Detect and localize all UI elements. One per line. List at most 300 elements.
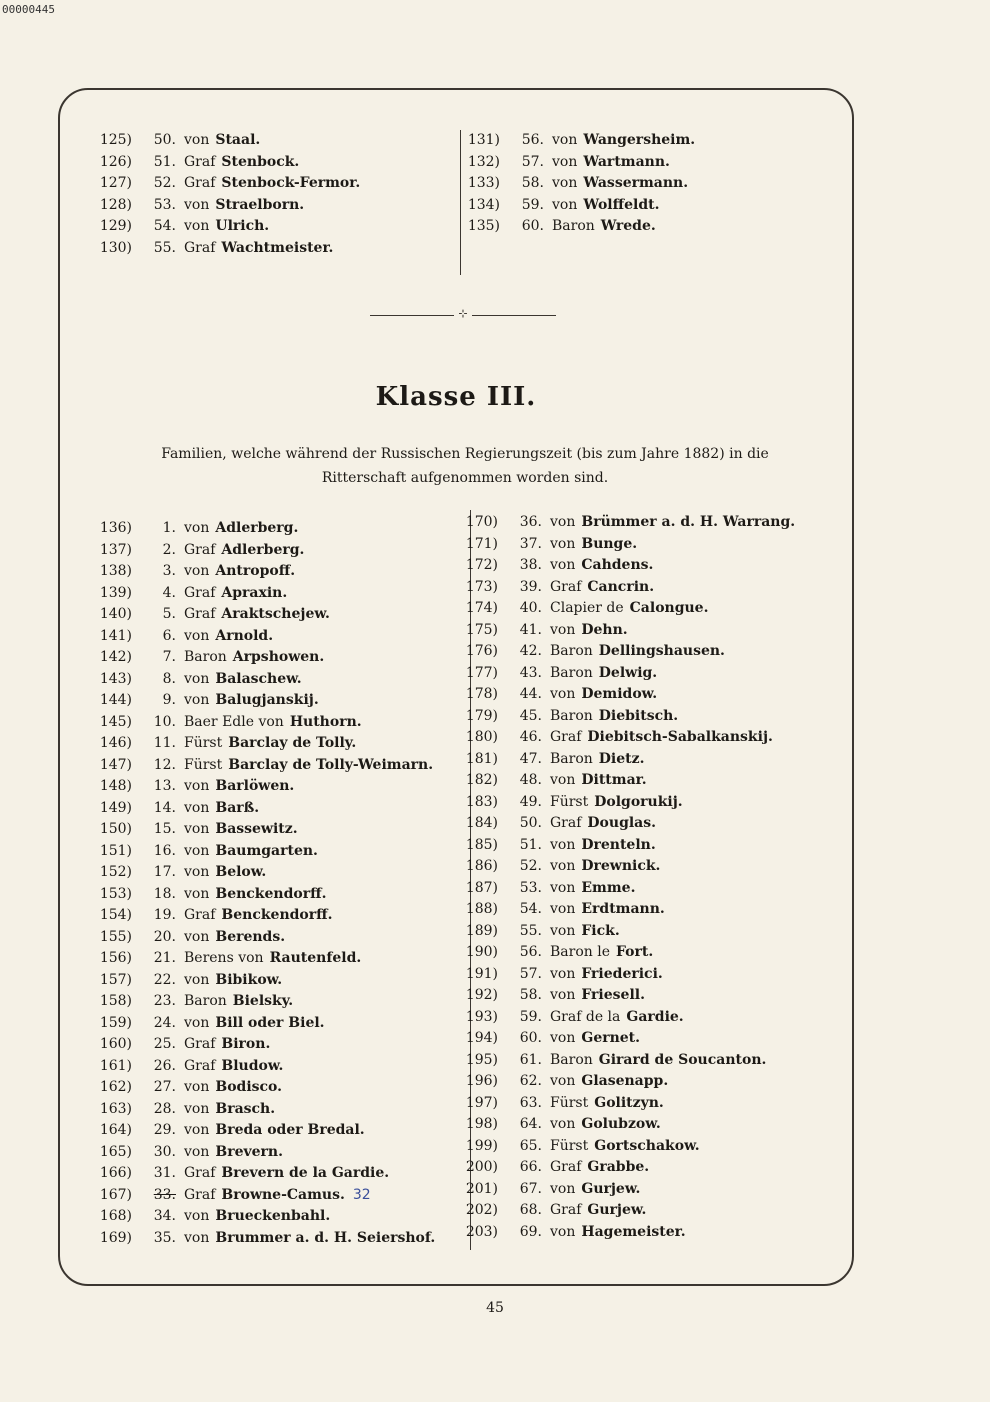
- entry-row: [462, 1093, 795, 1115]
- entry-global-number: 163): [99, 1100, 132, 1117]
- entry-class-number: 54.: [519, 901, 542, 917]
- entry-class-number: 36.: [519, 514, 542, 530]
- entry-title: Baron: [552, 218, 595, 234]
- entry-family-name: Arpshowen.: [232, 649, 325, 665]
- entry-row: [462, 598, 795, 620]
- entry-class-number: 51.: [153, 153, 176, 170]
- entry-title: Graf: [184, 1186, 216, 1203]
- entry-global-number: 183): [465, 793, 498, 810]
- entry-title: von: [184, 842, 210, 859]
- entry-family-name: Breda oder Bredal.: [215, 1122, 365, 1138]
- entry-class-number: 50.: [519, 815, 542, 831]
- entry-row: [96, 518, 435, 540]
- entry-class-number: 61.: [519, 1051, 542, 1068]
- column-divider-top: [460, 130, 461, 275]
- entry-title: Fürst: [184, 756, 223, 773]
- entry-global-number: 135): [467, 218, 500, 234]
- entry-global-number: 176): [465, 643, 498, 659]
- entry-class-number: 52.: [153, 175, 176, 191]
- entry-family-name: Gardie.: [626, 1008, 684, 1025]
- entry-family-name: Bunge.: [581, 535, 638, 552]
- entry-row: [96, 1163, 435, 1185]
- entry-global-number: 201): [465, 1180, 498, 1197]
- entry-class-number: 14.: [153, 799, 176, 816]
- entry-title: von: [550, 987, 576, 1003]
- entry-row: [462, 792, 795, 814]
- entry-global-number: 170): [465, 514, 498, 530]
- top-left-column: [96, 130, 360, 259]
- entry-global-number: 154): [99, 907, 132, 923]
- entry-global-number: 190): [465, 944, 498, 960]
- entry-global-number: 182): [465, 772, 498, 788]
- entry-family-name: Girard de Soucanton.: [598, 1051, 767, 1068]
- entry-class-number: 8.: [162, 670, 176, 687]
- entry-class-number: 15.: [153, 821, 176, 837]
- entry-family-name: Apraxin.: [221, 584, 288, 601]
- entry-title: von: [184, 928, 210, 945]
- entry-class-number: 65.: [519, 1137, 542, 1154]
- entry-title: Graf: [550, 1202, 582, 1218]
- entry-title: von: [184, 799, 210, 816]
- entry-global-number: 147): [99, 756, 132, 773]
- entry-global-number: 145): [99, 713, 132, 730]
- entry-family-name: Bludow.: [221, 1057, 284, 1074]
- entry-title: von: [184, 821, 210, 837]
- entry-class-number: 2.: [162, 541, 176, 558]
- entry-global-number: 149): [99, 799, 132, 816]
- entry-title: Graf: [550, 1159, 582, 1175]
- entry-class-number: 60.: [521, 218, 544, 234]
- entry-row: [96, 1077, 435, 1099]
- entry-row: [96, 841, 435, 863]
- entry-family-name: Gernet.: [581, 1030, 641, 1046]
- entry-global-number: 151): [99, 842, 132, 859]
- entry-global-number: 187): [465, 879, 498, 896]
- entry-family-name: Bassewitz.: [215, 821, 298, 837]
- entry-family-name: Drenteln.: [581, 836, 656, 853]
- entry-global-number: 185): [465, 836, 498, 853]
- entry-title: von: [552, 175, 578, 191]
- entry-row: [462, 878, 795, 900]
- entry-title: Graf: [550, 815, 582, 831]
- entry-global-number: 158): [99, 993, 132, 1009]
- entry-class-number: 24.: [153, 1014, 176, 1031]
- entry-global-number: 130): [99, 239, 132, 256]
- entry-family-name: Barclay de Tolly-Weimarn.: [228, 756, 434, 773]
- entry-class-number: 6.: [162, 627, 176, 644]
- entry-row: [462, 577, 795, 599]
- entry-title: Baron le: [550, 944, 610, 960]
- entry-global-number: 165): [99, 1143, 132, 1160]
- entry-title: Graf: [184, 584, 216, 601]
- entry-row: [96, 733, 435, 755]
- entry-class-number: 63.: [519, 1094, 542, 1111]
- entry-title: Graf: [184, 1057, 216, 1074]
- entry-row: [462, 942, 795, 964]
- entry-title: von: [550, 858, 576, 874]
- entry-row: [464, 173, 695, 195]
- entry-title: von: [184, 1229, 210, 1246]
- entry-global-number: 129): [99, 218, 132, 234]
- entry-row: [462, 620, 795, 642]
- entry-row: [462, 749, 795, 771]
- entry-title: Fürst: [550, 1094, 589, 1111]
- entry-global-number: 174): [465, 600, 498, 616]
- entry-row: [462, 534, 795, 556]
- entry-family-name: Gurjew.: [587, 1202, 647, 1218]
- entry-family-name: Stenbock-Fermor.: [221, 175, 361, 191]
- entry-class-number: 56.: [521, 132, 544, 148]
- entry-row: [96, 948, 435, 970]
- entry-row: [462, 641, 795, 663]
- entry-title: von: [550, 1180, 576, 1197]
- entry-row: [96, 1206, 435, 1228]
- entry-class-number: 34.: [153, 1208, 176, 1224]
- entry-row: [462, 1200, 795, 1222]
- entry-row: [96, 970, 435, 992]
- entry-row: [462, 1028, 795, 1050]
- entry-title: von: [184, 1122, 210, 1138]
- entry-family-name: Barclay de Tolly.: [228, 735, 357, 751]
- entry-global-number: 198): [465, 1116, 498, 1132]
- entry-class-number: 22.: [153, 971, 176, 988]
- entry-family-name: Delwig.: [598, 664, 658, 681]
- entry-class-number: 52.: [519, 858, 542, 874]
- entry-row: [462, 555, 795, 577]
- entry-row: [96, 884, 435, 906]
- entry-title: Graf: [184, 541, 216, 558]
- entry-family-name: Straelborn.: [215, 196, 305, 213]
- entry-title: von: [184, 864, 210, 880]
- entry-family-name: Dehn.: [581, 621, 628, 638]
- entry-class-number: 50.: [153, 132, 176, 148]
- entry-family-name: Gurjew.: [581, 1180, 641, 1197]
- entry-class-number: 58.: [521, 175, 544, 191]
- entry-global-number: 152): [99, 864, 132, 880]
- entry-title: Fürst: [550, 793, 589, 810]
- entry-global-number: 181): [465, 750, 498, 767]
- entry-row: [96, 755, 435, 777]
- entry-global-number: 133): [467, 175, 500, 191]
- entry-family-name: Emme.: [581, 879, 636, 896]
- entry-family-name: Hagemeister.: [581, 1223, 686, 1240]
- entry-row: [462, 512, 795, 534]
- entry-class-number: 25.: [153, 1036, 176, 1052]
- entry-family-name: Wassermann.: [583, 175, 689, 191]
- entry-global-number: 164): [99, 1122, 132, 1138]
- entry-row: [464, 130, 695, 152]
- entry-global-number: 153): [99, 885, 132, 902]
- entry-row: [96, 1099, 435, 1121]
- entry-global-number: 139): [99, 584, 132, 601]
- entry-title: Graf: [550, 578, 582, 595]
- entry-title: von: [184, 218, 210, 234]
- entry-global-number: 155): [99, 928, 132, 945]
- entry-title: von: [550, 772, 576, 788]
- entry-row: [462, 856, 795, 878]
- entry-title: Baron: [550, 750, 593, 767]
- entry-title: von: [184, 971, 210, 988]
- entry-class-number: 49.: [519, 793, 542, 810]
- entry-global-number: 186): [465, 858, 498, 874]
- entry-title: von: [550, 1030, 576, 1046]
- entry-title: Graf de la: [550, 1008, 621, 1025]
- entry-global-number: 134): [467, 196, 500, 213]
- entry-row: [462, 1050, 795, 1072]
- entry-title: Fürst: [184, 735, 223, 751]
- entry-class-number: 54.: [153, 218, 176, 234]
- entry-class-number: 11.: [153, 735, 176, 751]
- entry-title: von: [552, 153, 578, 170]
- entry-class-number: 44.: [519, 686, 542, 702]
- entry-row: [96, 690, 435, 712]
- ornament-glyph: ⊹: [458, 307, 468, 320]
- entry-row: [462, 706, 795, 728]
- entry-class-number: 35.: [153, 1229, 176, 1246]
- entry-family-name: Cahdens.: [581, 557, 654, 573]
- entry-title: von: [184, 1208, 210, 1224]
- entry-class-number: 64.: [519, 1116, 542, 1132]
- entry-global-number: 193): [465, 1008, 498, 1025]
- entry-title: von: [184, 627, 210, 644]
- entry-row: [464, 152, 695, 174]
- entry-global-number: 197): [465, 1094, 498, 1111]
- entry-family-name: Fort.: [616, 944, 654, 960]
- entry-class-number: 16.: [153, 842, 176, 859]
- entry-global-number: 142): [99, 649, 132, 665]
- entry-family-name: Brümmer a. d. H. Warrang.: [581, 514, 796, 530]
- entry-row: [96, 216, 360, 238]
- entry-row: [96, 561, 435, 583]
- entry-global-number: 180): [465, 729, 498, 745]
- entry-family-name: Huthorn.: [289, 713, 362, 730]
- entry-family-name: Stenbock.: [221, 153, 300, 170]
- entry-row: [96, 647, 435, 669]
- entry-family-name: Golitzyn.: [594, 1094, 664, 1111]
- entry-row: [96, 583, 435, 605]
- entry-class-number: 18.: [153, 885, 176, 902]
- entry-class-number: 10.: [153, 713, 176, 730]
- entry-family-name: Dittmar.: [581, 772, 647, 788]
- entry-row: [462, 1007, 795, 1029]
- entry-row: [462, 1114, 795, 1136]
- entry-title: von: [550, 1073, 576, 1089]
- section-heading: Klasse III.: [375, 382, 537, 412]
- top-right-column: [464, 130, 695, 238]
- entry-family-name: Golubzow.: [581, 1116, 661, 1132]
- entry-class-number: 57.: [519, 965, 542, 982]
- entry-row: [96, 1013, 435, 1035]
- entry-global-number: 194): [465, 1030, 498, 1046]
- entry-global-number: 196): [465, 1073, 498, 1089]
- entry-class-number: 23.: [153, 993, 176, 1009]
- entry-global-number: 199): [465, 1137, 498, 1154]
- entry-title: Baron: [550, 664, 593, 681]
- entry-row: [96, 130, 360, 152]
- entry-row: [464, 216, 695, 238]
- entry-title: Clapier de: [550, 600, 624, 616]
- entry-global-number: 168): [99, 1208, 132, 1224]
- entry-global-number: 171): [465, 535, 498, 552]
- entry-family-name: Friesell.: [581, 987, 645, 1003]
- entry-row: [462, 813, 795, 835]
- entry-title: Graf: [184, 907, 216, 923]
- section-intro: Familien, welche während der Russischen Regierungszeit (bis zum Jahre 1882) in die Ritterschaft aufgenommen worden sind.: [161, 446, 769, 486]
- entry-class-number: 58.: [519, 987, 542, 1003]
- entry-global-number: 148): [99, 778, 132, 794]
- entry-class-number: 9.: [162, 692, 176, 708]
- entry-row: [462, 663, 795, 685]
- entry-family-name: Barß.: [215, 799, 260, 816]
- entry-global-number: 156): [99, 950, 132, 966]
- entry-global-number: 132): [467, 153, 500, 170]
- entry-row: [96, 238, 360, 260]
- entry-family-name: Ulrich.: [215, 218, 270, 234]
- entry-title: von: [184, 885, 210, 902]
- entry-class-number: 55.: [519, 922, 542, 939]
- entry-row: [462, 921, 795, 943]
- entry-title: von: [550, 901, 576, 917]
- entry-row: [96, 195, 360, 217]
- entry-global-number: 167): [99, 1186, 132, 1203]
- entry-row: [96, 1185, 435, 1207]
- entry-family-name: Bodisco.: [215, 1079, 283, 1095]
- entry-family-name: Fick.: [581, 922, 620, 939]
- scan-id-label: 00000445: [2, 3, 55, 16]
- entry-title: von: [550, 836, 576, 853]
- entry-class-number: 21.: [153, 950, 176, 966]
- entry-class-number: 51.: [519, 836, 542, 853]
- entry-family-name: Wangersheim.: [583, 132, 696, 148]
- entry-family-name: Diebitsch.: [598, 707, 679, 724]
- entry-family-name: Brevern de la Gardie.: [221, 1165, 390, 1181]
- entry-family-name: Arnold.: [215, 627, 274, 644]
- entry-class-number: 28.: [153, 1100, 176, 1117]
- entry-global-number: 169): [99, 1229, 132, 1246]
- entry-class-number: 13.: [153, 778, 176, 794]
- entry-class-number: 26.: [153, 1057, 176, 1074]
- entry-global-number: 203): [465, 1223, 498, 1240]
- entry-title: Graf: [184, 239, 216, 256]
- section-ornament: [370, 307, 556, 322]
- main-left-column: [96, 518, 435, 1249]
- entry-title: von: [550, 557, 576, 573]
- entry-global-number: 128): [99, 196, 132, 213]
- entry-title: Baron: [550, 643, 593, 659]
- entry-title: Baron: [550, 707, 593, 724]
- entry-title: von: [184, 692, 210, 708]
- entry-class-number: 42.: [519, 643, 542, 659]
- entry-row: [462, 835, 795, 857]
- entry-row: [96, 798, 435, 820]
- entry-family-name: Friederici.: [581, 965, 663, 982]
- entry-class-number: 4.: [162, 584, 176, 601]
- entry-family-name: Diebitsch-Sabalkanskij.: [587, 729, 773, 745]
- entry-family-name: Balugjanskij.: [215, 692, 319, 708]
- entry-global-number: 191): [465, 965, 498, 982]
- entry-family-name: Staal.: [215, 132, 261, 148]
- entry-row: [96, 927, 435, 949]
- entry-row: [462, 1136, 795, 1158]
- entry-family-name: Balaschew.: [215, 670, 302, 687]
- entry-title: von: [184, 196, 210, 213]
- entry-class-number: 67.: [519, 1180, 542, 1197]
- entry-global-number: 178): [465, 686, 498, 702]
- entry-class-number: 69.: [519, 1223, 542, 1240]
- entry-family-name: Antropoff.: [215, 563, 296, 579]
- entry-family-name: Benckendorff.: [221, 907, 333, 923]
- entry-family-name: Wachtmeister.: [221, 239, 334, 256]
- entry-class-number: 48.: [519, 772, 542, 788]
- entry-title: von: [184, 520, 210, 536]
- entry-global-number: 127): [99, 175, 132, 191]
- entry-class-number: 59.: [521, 196, 544, 213]
- entry-class-number: 37.: [519, 535, 542, 552]
- entry-family-name: Erdtmann.: [581, 901, 665, 917]
- entry-class-number: 17.: [153, 864, 176, 880]
- entry-global-number: 195): [465, 1051, 498, 1068]
- entry-row: [96, 173, 360, 195]
- entry-row: [96, 1056, 435, 1078]
- entry-family-name: Calongue.: [629, 600, 709, 616]
- entry-family-name: Gortschakow.: [594, 1137, 700, 1154]
- entry-class-number: 47.: [519, 750, 542, 767]
- entry-row: [462, 1157, 795, 1179]
- entry-family-name: Demidow.: [581, 686, 658, 702]
- page-number: 45: [486, 1300, 504, 1316]
- entry-title: von: [550, 965, 576, 982]
- entry-title: Graf: [184, 153, 216, 170]
- entry-row: [96, 540, 435, 562]
- entry-row: [462, 727, 795, 749]
- entry-family-name: Browne-Camus.: [221, 1186, 345, 1203]
- entry-global-number: 143): [99, 670, 132, 687]
- entry-class-number: 59.: [519, 1008, 542, 1025]
- entry-class-number: 66.: [519, 1159, 542, 1175]
- entry-family-name: Grabbe.: [587, 1159, 650, 1175]
- entry-title: von: [184, 1079, 210, 1095]
- entry-class-number: 56.: [519, 944, 542, 960]
- entry-family-name: Adlerberg.: [221, 541, 305, 558]
- entry-family-name: Brasch.: [215, 1100, 276, 1117]
- entry-global-number: 202): [465, 1202, 498, 1218]
- entry-row: [462, 985, 795, 1007]
- entry-title: von: [550, 1116, 576, 1132]
- main-right-column: [462, 512, 795, 1243]
- entry-row: [462, 1222, 795, 1244]
- entry-title: Baron: [184, 993, 227, 1009]
- entry-row: [96, 905, 435, 927]
- entry-family-name: Adlerberg.: [215, 520, 299, 536]
- entry-title: von: [550, 621, 576, 638]
- entry-class-number: 7.: [162, 649, 176, 665]
- entry-global-number: 140): [99, 606, 132, 622]
- entry-global-number: 192): [465, 987, 498, 1003]
- entry-global-number: 125): [99, 132, 132, 148]
- entry-class-number: 60.: [519, 1030, 542, 1046]
- entry-class-number: 12.: [153, 756, 176, 773]
- entry-class-number: 53.: [519, 879, 542, 896]
- entry-class-number: 41.: [519, 621, 542, 638]
- entry-family-name: Benckendorff.: [215, 885, 327, 902]
- entry-class-number: 30.: [153, 1143, 176, 1160]
- entry-global-number: 172): [465, 557, 498, 573]
- entry-title: von: [550, 514, 576, 530]
- entry-family-name: Below.: [215, 864, 267, 880]
- entry-class-number: 39.: [519, 578, 542, 595]
- entry-title: Fürst: [550, 1137, 589, 1154]
- entry-title: Graf: [184, 1036, 216, 1052]
